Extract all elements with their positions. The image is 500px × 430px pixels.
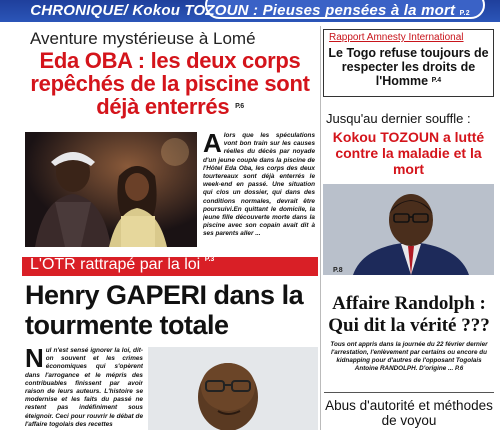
tozoun-kicker: Jusqu'au dernier souffle : [326, 111, 471, 126]
lead-dropcap: A [203, 132, 222, 158]
otr-page-ref: P.3 [204, 256, 215, 263]
otr-body-text: ul n'est sensé ignorer la loi, dit-on souvent et les crimes économiques qui s'opèrent dans l'arrogance et le mépris des contribuables finissent par avoir raison de leurs auteurs. L'histoire se modernise et les faits du passé ne restent pas indéfiniment sous éteignoir. Ceci pour rouvrir le débat de l'affaire togolais des recettes [25, 347, 143, 428]
lead-headline[interactable] [24, 49, 316, 118]
randolph-article-body [325, 341, 493, 373]
lead-headline-text: Eda OBA : les deux corps repêchés de la piscine sont déjà enterrés [30, 48, 310, 119]
lead-page-ref: P.6 [235, 103, 244, 110]
tozoun-headline[interactable]: Kokou TOZOUN a lutté contre la maladie et la mort [332, 129, 485, 177]
amnesty-page-ref: P.4 [431, 77, 442, 84]
otr-article-body [25, 347, 143, 430]
randolph-headline[interactable]: Affaire Randolph : Qui dit la vérité ??? [328, 293, 490, 336]
portrait-illustration [148, 347, 318, 430]
otr-kicker [30, 256, 214, 274]
column-divider [320, 26, 321, 430]
banner-headline[interactable] [0, 2, 500, 19]
tozoun-photo [323, 184, 494, 275]
randolph-page-ref: P.6 [454, 366, 464, 372]
tozoun-portrait-illustration [323, 184, 494, 275]
lead-article-body [203, 132, 315, 250]
lead-kicker: Aventure mystérieuse à Lomé [30, 29, 256, 48]
otr-kicker-text: L'OTR rattrapé par la loi [30, 256, 201, 273]
couple-photo-illustration [25, 132, 197, 247]
lead-body-text: lors que les spéculations vont bon train sur les causes réelles du décès par noyade d'un jeune couple dans la piscine de l'Hôtel Eda Oba, les corps des deux tourtereaux sont déjà enterrés le week-end en passé. Une situation qui clos un dossier, qui dans des conditions normales, devrait être poursuivi.En quittant le domicile, la jeune fille découverte morte dans la piscine avec son copain avait dit à ses parents aller ... [203, 132, 315, 238]
randolph-body-text: Tous ont appris dans la journée du 22 février dernier l'arrestation, l'enlèvement par certains ou encore du kidnapping pour d'autres de l'opposant Togolais Antoine RANDOLPH. D'origine ... [330, 341, 488, 372]
banner-text: CHRONIQUE/ Kokou TOZOUN : Pieuses pensées à la mort [30, 2, 456, 19]
lead-photo [25, 132, 197, 247]
amnesty-headline-text: Le Togo refuse toujours de respecter les droits de l'Homme [328, 46, 489, 88]
banner-page-ref: P.2 [459, 10, 470, 17]
tozoun-page-ref: P.8 [333, 267, 343, 274]
otr-headline[interactable]: Henry GAPERI dans la tourmente totale [25, 280, 304, 340]
otr-dropcap: N [25, 347, 44, 373]
gaperi-photo [148, 347, 318, 430]
amnesty-headline[interactable] [326, 46, 491, 88]
abus-headline[interactable]: Abus d'autorité et méthodes de voyou [325, 398, 493, 428]
amnesty-kicker: Rapport Amnesty International [329, 32, 464, 43]
randolph-divider [324, 392, 494, 393]
